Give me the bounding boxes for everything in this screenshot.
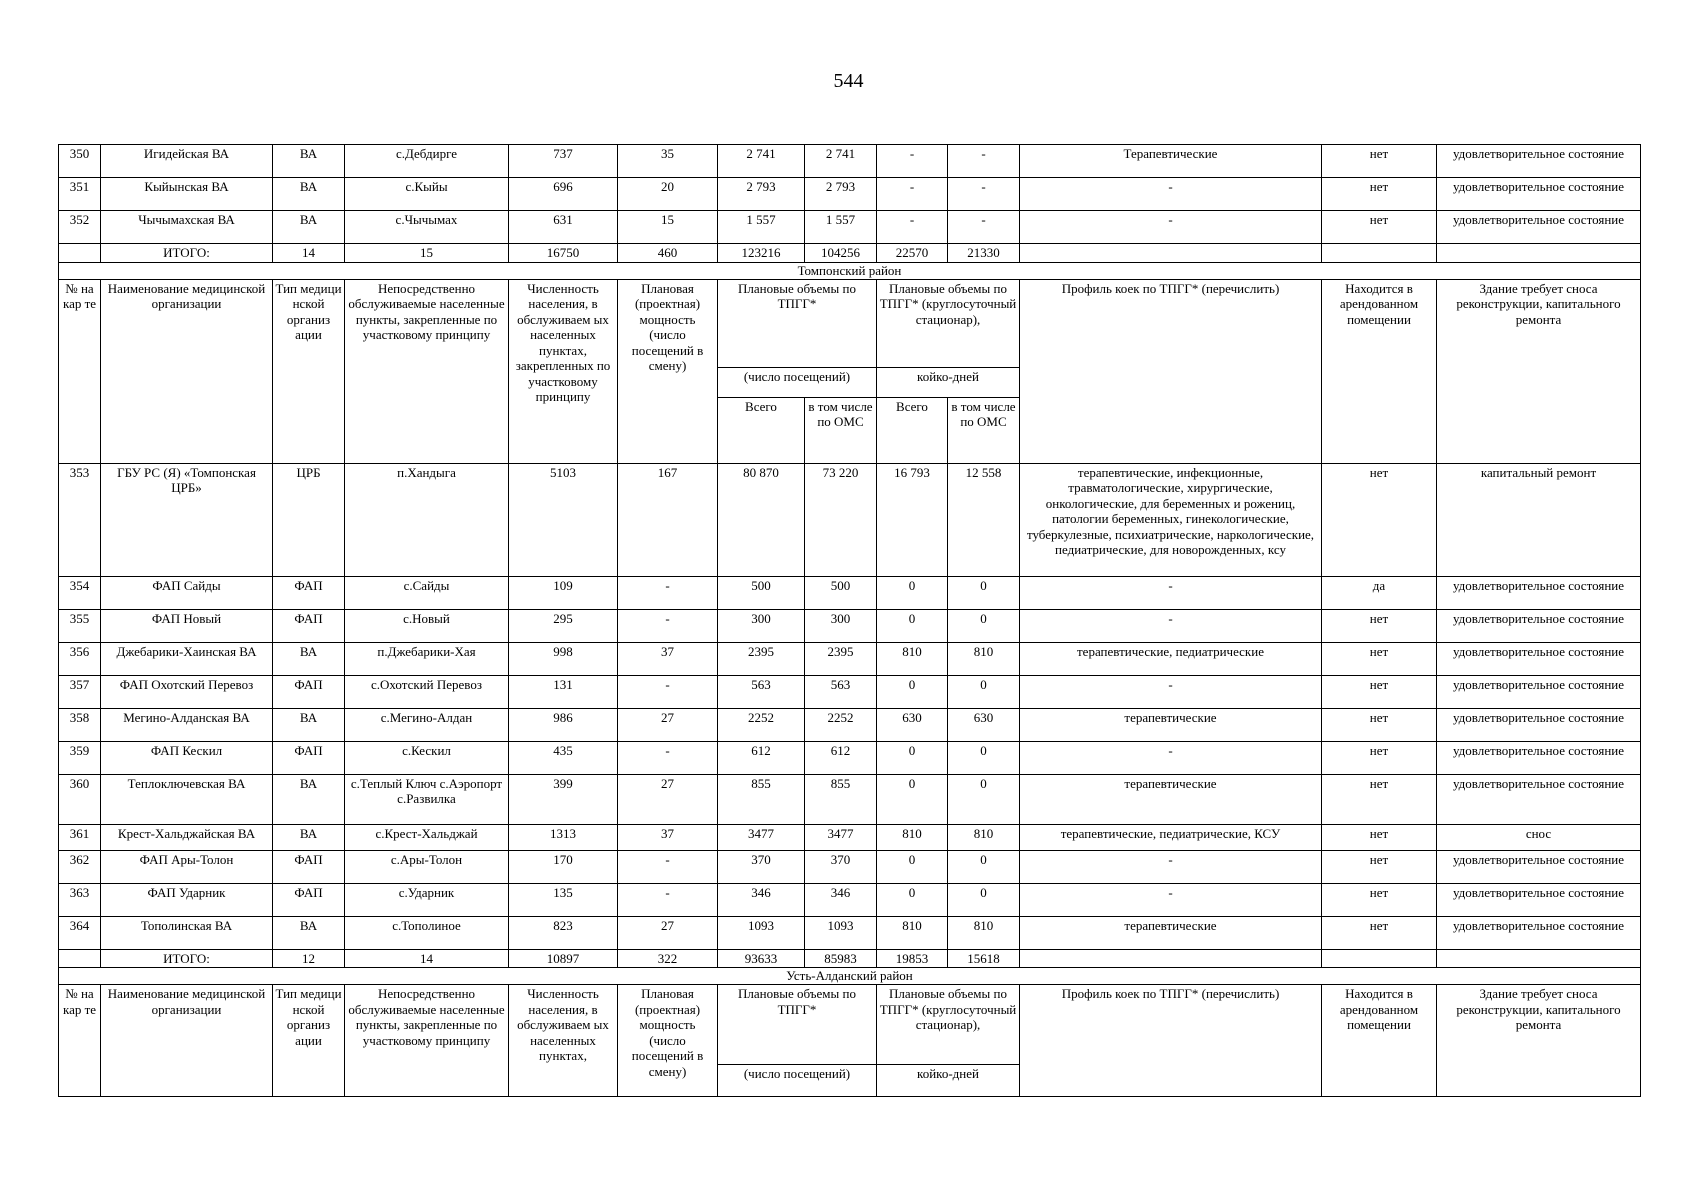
cell-rented: нет <box>1322 850 1437 883</box>
cell-population: 1313 <box>509 824 618 850</box>
cell-profile: - <box>1020 609 1322 642</box>
district-title: Усть-Алданский район <box>59 968 1641 985</box>
total-empty-cell <box>1437 244 1641 263</box>
district-row <box>59 968 1641 985</box>
cell-n: 351 <box>59 178 101 211</box>
header-row <box>59 985 1641 1065</box>
cell-name: ФАП Новый <box>101 609 273 642</box>
cell-settlements: с.Кыйы <box>345 178 509 211</box>
cell-type: ВА <box>273 916 345 949</box>
cell-settlements: с.Крест-Хальджай <box>345 824 509 850</box>
cell-name: ГБУ РС (Я) «Томпонская ЦРБ» <box>101 463 273 576</box>
cell-type: ФАП <box>273 675 345 708</box>
table-row <box>59 145 1641 178</box>
cell-name: Мегино-Алданская ВА <box>101 708 273 741</box>
cell-bed-oms: - <box>948 211 1020 244</box>
table-row <box>59 708 1641 741</box>
total-vis-oms: 104256 <box>805 244 877 263</box>
table-row <box>59 675 1641 708</box>
cell-vis-oms: 612 <box>805 741 877 774</box>
cell-bed-oms: 0 <box>948 675 1020 708</box>
cell-vis-total: 1093 <box>718 916 805 949</box>
cell-vis-total: 2 793 <box>718 178 805 211</box>
total-settlements: 14 <box>345 949 509 968</box>
cell-capacity: 27 <box>618 708 718 741</box>
cell-name: ФАП Ары-Толон <box>101 850 273 883</box>
total-empty-cell <box>59 949 101 968</box>
cell-capacity: - <box>618 576 718 609</box>
cell-bed-total: - <box>877 145 948 178</box>
header-name: Наименование медицинской организации <box>101 985 273 1097</box>
table-row <box>59 642 1641 675</box>
cell-name: ФАП Сайды <box>101 576 273 609</box>
total-vis-total: 93633 <box>718 949 805 968</box>
total-vis-total: 123216 <box>718 244 805 263</box>
cell-profile: терапевтические, педиатрические <box>1020 642 1322 675</box>
cell-settlements: с.Тополиное <box>345 916 509 949</box>
cell-population: 986 <box>509 708 618 741</box>
header-rented: Находится в арендованном помещении <box>1322 985 1437 1097</box>
cell-vis-oms: 2252 <box>805 708 877 741</box>
total-empty-cell <box>1020 949 1322 968</box>
cell-population: 170 <box>509 850 618 883</box>
header-beds-total: Всего <box>877 397 948 463</box>
header-row <box>59 279 1641 367</box>
cell-vis-total: 500 <box>718 576 805 609</box>
cell-vis-total: 855 <box>718 774 805 824</box>
total-capacity: 322 <box>618 949 718 968</box>
cell-n: 363 <box>59 883 101 916</box>
header-profile: Профиль коек по ТПГГ* (перечислить) <box>1020 279 1322 463</box>
header-population: Численность населения, в обслуживаем ых населенных пунктах, закрепленных по участковому принципу <box>509 279 618 463</box>
cell-bed-total: 0 <box>877 883 948 916</box>
cell-population: 998 <box>509 642 618 675</box>
cell-profile: - <box>1020 211 1322 244</box>
cell-bed-oms: 0 <box>948 609 1020 642</box>
cell-bed-oms: 630 <box>948 708 1020 741</box>
table-body <box>59 145 1641 1097</box>
header-num: № на кар те <box>59 985 101 1097</box>
cell-building: удовлетворительное состояние <box>1437 576 1641 609</box>
cell-building: удовлетворительное состояние <box>1437 145 1641 178</box>
cell-type: ВА <box>273 178 345 211</box>
cell-type: ВА <box>273 774 345 824</box>
cell-rented: нет <box>1322 741 1437 774</box>
cell-profile: терапевтические, инфекционные, травматологические, хирургические, онкологические, для беременных и рожениц, патологии беременных, гинекологические, туберкулезные, психиатрические, наркологические, педиатрические, для новорожденных, ксу <box>1020 463 1322 576</box>
cell-vis-oms: 500 <box>805 576 877 609</box>
header-beds-sub: койко-дней <box>877 1065 1020 1097</box>
cell-n: 353 <box>59 463 101 576</box>
header-visits-group: Плановые объемы по ТПГГ* <box>718 985 877 1065</box>
cell-type: ФАП <box>273 883 345 916</box>
cell-profile: терапевтические <box>1020 774 1322 824</box>
cell-profile: терапевтические <box>1020 916 1322 949</box>
cell-bed-total: - <box>877 211 948 244</box>
cell-population: 131 <box>509 675 618 708</box>
cell-n: 355 <box>59 609 101 642</box>
cell-bed-total: 0 <box>877 675 948 708</box>
cell-name: Чычымахская ВА <box>101 211 273 244</box>
table-row <box>59 741 1641 774</box>
cell-rented: нет <box>1322 675 1437 708</box>
cell-vis-total: 1 557 <box>718 211 805 244</box>
cell-settlements: п.Джебарики-Хая <box>345 642 509 675</box>
table-row <box>59 850 1641 883</box>
cell-bed-total: 810 <box>877 824 948 850</box>
cell-vis-oms: 1 557 <box>805 211 877 244</box>
cell-rented: нет <box>1322 824 1437 850</box>
cell-type: ВА <box>273 211 345 244</box>
cell-population: 5103 <box>509 463 618 576</box>
total-empty-cell <box>1322 244 1437 263</box>
total-settlements: 15 <box>345 244 509 263</box>
header-type: Тип медици нской организ ации <box>273 279 345 463</box>
cell-type: ФАП <box>273 609 345 642</box>
header-beds-sub: койко-дней <box>877 367 1020 397</box>
cell-bed-oms: 0 <box>948 576 1020 609</box>
total-population: 10897 <box>509 949 618 968</box>
cell-rented: нет <box>1322 708 1437 741</box>
cell-bed-total: 630 <box>877 708 948 741</box>
cell-settlements: с.Охотский Перевоз <box>345 675 509 708</box>
cell-building: удовлетворительное состояние <box>1437 916 1641 949</box>
cell-type: ФАП <box>273 576 345 609</box>
cell-vis-oms: 2 741 <box>805 145 877 178</box>
cell-n: 350 <box>59 145 101 178</box>
cell-settlements: с.Мегино-Алдан <box>345 708 509 741</box>
cell-vis-total: 80 870 <box>718 463 805 576</box>
cell-vis-oms: 563 <box>805 675 877 708</box>
cell-bed-total: 0 <box>877 774 948 824</box>
cell-capacity: - <box>618 883 718 916</box>
total-row <box>59 244 1641 263</box>
cell-building: удовлетворительное состояние <box>1437 883 1641 916</box>
cell-bed-oms: 0 <box>948 741 1020 774</box>
cell-settlements: с.Сайды <box>345 576 509 609</box>
cell-profile: - <box>1020 883 1322 916</box>
page-number: 544 <box>833 70 864 92</box>
cell-building: удовлетворительное состояние <box>1437 211 1641 244</box>
cell-bed-total: 0 <box>877 741 948 774</box>
cell-bed-oms: - <box>948 178 1020 211</box>
cell-bed-total: 810 <box>877 916 948 949</box>
cell-vis-total: 2252 <box>718 708 805 741</box>
header-beds-group: Плановые объемы по ТПГГ* (круглосуточный стационар), <box>877 985 1020 1065</box>
cell-rented: нет <box>1322 883 1437 916</box>
header-capacity: Плановая (проектная) мощность (число посещений в смену) <box>618 985 718 1097</box>
cell-building: удовлетворительное состояние <box>1437 609 1641 642</box>
header-visits-sub: (число посещений) <box>718 367 877 397</box>
cell-n: 359 <box>59 741 101 774</box>
header-visits-oms: в том числе по ОМС <box>805 397 877 463</box>
cell-capacity: 35 <box>618 145 718 178</box>
total-population: 16750 <box>509 244 618 263</box>
cell-capacity: 20 <box>618 178 718 211</box>
cell-profile: Терапевтические <box>1020 145 1322 178</box>
cell-name: ФАП Ударник <box>101 883 273 916</box>
cell-vis-oms: 73 220 <box>805 463 877 576</box>
cell-bed-oms: - <box>948 145 1020 178</box>
cell-building: удовлетворительное состояние <box>1437 850 1641 883</box>
cell-bed-oms: 810 <box>948 916 1020 949</box>
header-beds-group: Плановые объемы по ТПГГ* (круглосуточный стационар), <box>877 279 1020 367</box>
cell-type: ВА <box>273 145 345 178</box>
cell-profile: - <box>1020 741 1322 774</box>
cell-building: удовлетворительное состояние <box>1437 774 1641 824</box>
cell-vis-total: 3477 <box>718 824 805 850</box>
cell-capacity: 27 <box>618 916 718 949</box>
cell-vis-oms: 855 <box>805 774 877 824</box>
district-row <box>59 262 1641 279</box>
cell-population: 295 <box>509 609 618 642</box>
cell-population: 696 <box>509 178 618 211</box>
header-building: Здание требует сноса реконструкции, капитального ремонта <box>1437 985 1641 1097</box>
cell-settlements: п.Хандыга <box>345 463 509 576</box>
cell-n: 358 <box>59 708 101 741</box>
cell-vis-oms: 346 <box>805 883 877 916</box>
cell-vis-total: 612 <box>718 741 805 774</box>
header-visits-total: Всего <box>718 397 805 463</box>
cell-name: Кыйынская ВА <box>101 178 273 211</box>
cell-vis-oms: 2395 <box>805 642 877 675</box>
cell-vis-total: 563 <box>718 675 805 708</box>
header-beds-oms: в том числе по ОМС <box>948 397 1020 463</box>
cell-bed-total: 16 793 <box>877 463 948 576</box>
total-row <box>59 949 1641 968</box>
cell-population: 737 <box>509 145 618 178</box>
cell-vis-oms: 1093 <box>805 916 877 949</box>
cell-building: удовлетворительное состояние <box>1437 708 1641 741</box>
cell-vis-total: 2395 <box>718 642 805 675</box>
total-empty-cell <box>1020 244 1322 263</box>
cell-capacity: 15 <box>618 211 718 244</box>
cell-bed-total: 810 <box>877 642 948 675</box>
cell-type: ЦРБ <box>273 463 345 576</box>
cell-building: снос <box>1437 824 1641 850</box>
cell-rented: нет <box>1322 145 1437 178</box>
cell-settlements: с.Ударник <box>345 883 509 916</box>
total-label: ИТОГО: <box>101 244 273 263</box>
cell-profile: терапевтические <box>1020 708 1322 741</box>
cell-profile: - <box>1020 178 1322 211</box>
organizations-table <box>58 144 1641 1097</box>
cell-name: Теплоключевская ВА <box>101 774 273 824</box>
cell-capacity: 37 <box>618 824 718 850</box>
total-empty-cell <box>1437 949 1641 968</box>
table-row <box>59 178 1641 211</box>
cell-n: 362 <box>59 850 101 883</box>
cell-n: 352 <box>59 211 101 244</box>
cell-population: 823 <box>509 916 618 949</box>
cell-building: капитальный ремонт <box>1437 463 1641 576</box>
cell-n: 354 <box>59 576 101 609</box>
district-title: Томпонский район <box>59 262 1641 279</box>
cell-vis-oms: 300 <box>805 609 877 642</box>
cell-bed-total: - <box>877 178 948 211</box>
cell-name: Джебарики-Хаинская ВА <box>101 642 273 675</box>
cell-type: ФАП <box>273 741 345 774</box>
cell-capacity: - <box>618 741 718 774</box>
header-settlements: Непосредственно обслуживаемые населенные пункты, закрепленные по участковому принципу <box>345 985 509 1097</box>
total-bed-total: 19853 <box>877 949 948 968</box>
cell-population: 399 <box>509 774 618 824</box>
cell-settlements: с.Чычымах <box>345 211 509 244</box>
header-population: Численность населения, в обслуживаем ых населенных пунктах, <box>509 985 618 1097</box>
cell-bed-oms: 0 <box>948 883 1020 916</box>
table-row <box>59 576 1641 609</box>
cell-n: 356 <box>59 642 101 675</box>
cell-bed-total: 0 <box>877 576 948 609</box>
cell-vis-oms: 370 <box>805 850 877 883</box>
cell-capacity: - <box>618 609 718 642</box>
cell-name: ФАП Охотский Перевоз <box>101 675 273 708</box>
cell-type: ВА <box>273 824 345 850</box>
header-capacity: Плановая (проектная) мощность (число посещений в смену) <box>618 279 718 463</box>
cell-n: 357 <box>59 675 101 708</box>
total-type: 12 <box>273 949 345 968</box>
cell-type: ФАП <box>273 850 345 883</box>
table-row <box>59 211 1641 244</box>
total-empty-cell <box>1322 949 1437 968</box>
table-row <box>59 463 1641 576</box>
cell-name: Крест-Хальджайская ВА <box>101 824 273 850</box>
cell-bed-oms: 12 558 <box>948 463 1020 576</box>
table-row <box>59 609 1641 642</box>
cell-rented: нет <box>1322 774 1437 824</box>
cell-rented: нет <box>1322 211 1437 244</box>
cell-profile: - <box>1020 576 1322 609</box>
cell-vis-total: 2 741 <box>718 145 805 178</box>
cell-building: удовлетворительное состояние <box>1437 178 1641 211</box>
cell-rented: нет <box>1322 642 1437 675</box>
header-name: Наименование медицинской организации <box>101 279 273 463</box>
cell-profile: - <box>1020 675 1322 708</box>
cell-building: удовлетворительное состояние <box>1437 642 1641 675</box>
cell-n: 361 <box>59 824 101 850</box>
table-row <box>59 824 1641 850</box>
total-vis-oms: 85983 <box>805 949 877 968</box>
cell-profile: - <box>1020 850 1322 883</box>
cell-rented: да <box>1322 576 1437 609</box>
cell-bed-total: 0 <box>877 609 948 642</box>
header-settlements: Непосредственно обслуживаемые населенные пункты, закрепленные по участковому принципу <box>345 279 509 463</box>
cell-population: 435 <box>509 741 618 774</box>
cell-settlements: с.Кескил <box>345 741 509 774</box>
cell-vis-oms: 3477 <box>805 824 877 850</box>
cell-vis-oms: 2 793 <box>805 178 877 211</box>
total-capacity: 460 <box>618 244 718 263</box>
cell-population: 631 <box>509 211 618 244</box>
cell-population: 135 <box>509 883 618 916</box>
cell-building: удовлетворительное состояние <box>1437 675 1641 708</box>
total-bed-total: 22570 <box>877 244 948 263</box>
cell-capacity: - <box>618 675 718 708</box>
cell-bed-oms: 810 <box>948 642 1020 675</box>
cell-profile: терапевтические, педиатрические, КСУ <box>1020 824 1322 850</box>
cell-rented: нет <box>1322 916 1437 949</box>
header-num: № на кар те <box>59 279 101 463</box>
cell-vis-total: 370 <box>718 850 805 883</box>
cell-capacity: 167 <box>618 463 718 576</box>
cell-bed-oms: 0 <box>948 850 1020 883</box>
header-rented: Находится в арендованном помещении <box>1322 279 1437 463</box>
header-visits-sub: (число посещений) <box>718 1065 877 1097</box>
cell-settlements: с.Новый <box>345 609 509 642</box>
cell-name: Игидейская ВА <box>101 145 273 178</box>
total-type: 14 <box>273 244 345 263</box>
cell-capacity: 27 <box>618 774 718 824</box>
cell-name: Тополинская ВА <box>101 916 273 949</box>
cell-settlements: с.Теплый Ключ с.Аэропорт с.Развилка <box>345 774 509 824</box>
header-profile: Профиль коек по ТПГГ* (перечислить) <box>1020 985 1322 1097</box>
header-visits-group: Плановые объемы по ТПГГ* <box>718 279 877 367</box>
cell-settlements: с.Ары-Толон <box>345 850 509 883</box>
total-bed-oms: 15618 <box>948 949 1020 968</box>
cell-vis-total: 346 <box>718 883 805 916</box>
cell-n: 364 <box>59 916 101 949</box>
table-row <box>59 774 1641 824</box>
total-label: ИТОГО: <box>101 949 273 968</box>
cell-settlements: с.Дебдирге <box>345 145 509 178</box>
total-bed-oms: 21330 <box>948 244 1020 263</box>
total-empty-cell <box>59 244 101 263</box>
cell-rented: нет <box>1322 609 1437 642</box>
cell-bed-total: 0 <box>877 850 948 883</box>
header-building: Здание требует сноса реконструкции, капитального ремонта <box>1437 279 1641 463</box>
cell-name: ФАП Кескил <box>101 741 273 774</box>
cell-type: ВА <box>273 708 345 741</box>
cell-rented: нет <box>1322 178 1437 211</box>
table-row <box>59 916 1641 949</box>
cell-vis-total: 300 <box>718 609 805 642</box>
header-type: Тип медици нской организ ации <box>273 985 345 1097</box>
cell-type: ВА <box>273 642 345 675</box>
cell-capacity: - <box>618 850 718 883</box>
cell-bed-oms: 0 <box>948 774 1020 824</box>
cell-building: удовлетворительное состояние <box>1437 741 1641 774</box>
cell-capacity: 37 <box>618 642 718 675</box>
cell-bed-oms: 810 <box>948 824 1020 850</box>
cell-population: 109 <box>509 576 618 609</box>
cell-rented: нет <box>1322 463 1437 576</box>
table-row <box>59 883 1641 916</box>
cell-n: 360 <box>59 774 101 824</box>
